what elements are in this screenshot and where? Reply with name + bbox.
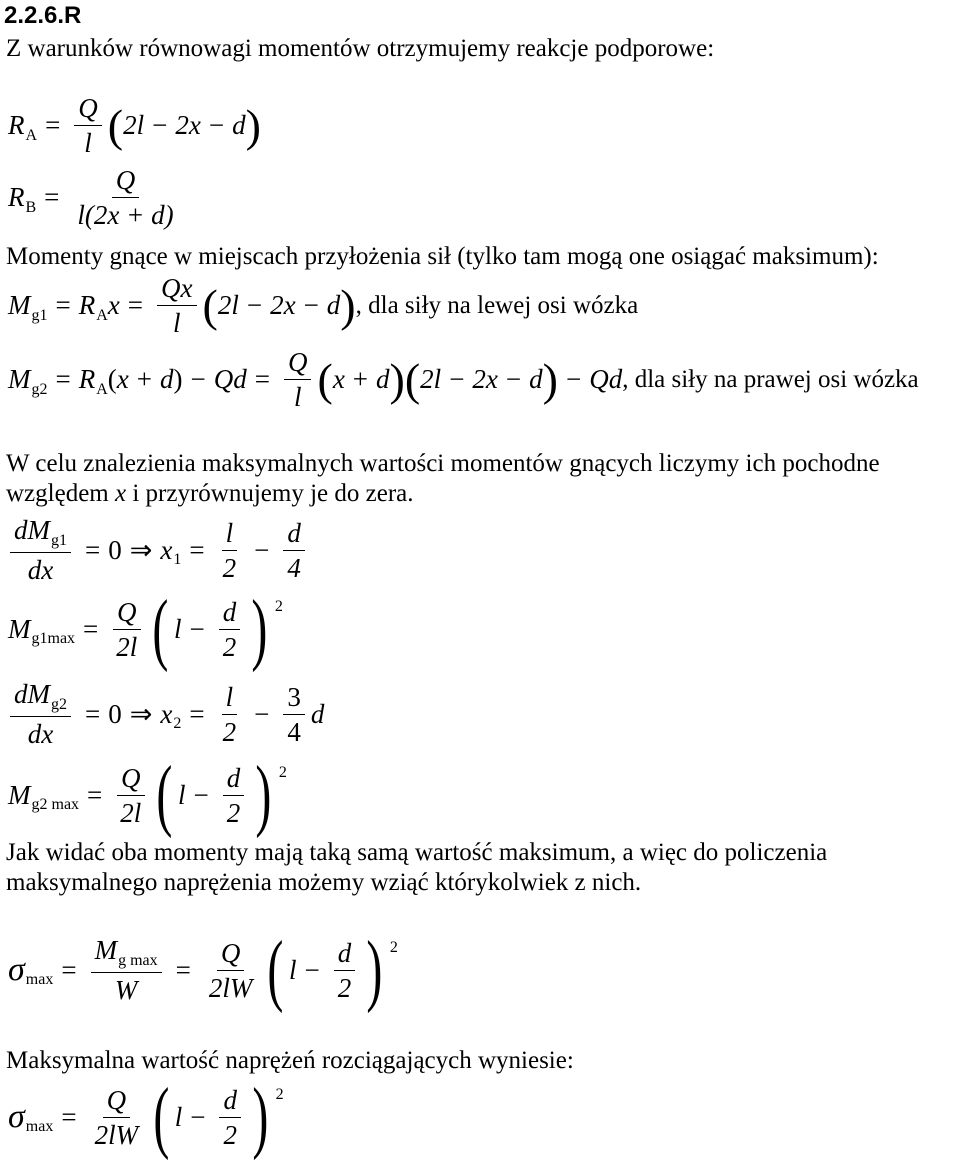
equation-moment-1: M g1 = R A x = $\frac{Qx}{l}$ ( 2l − 2x − d ) , dla siły na lewej osi wózka	[8, 273, 639, 338]
intro-paragraph: Z warunków równowagi momentów otrzymujemy reakcje podporowe:	[6, 35, 715, 62]
equation-stress-general: σ max = $\frac{M_{g max}}{W}$ = $\frac{Q}{2lW}$ ( l − $\frac{d}{2}$ ) 2	[8, 926, 398, 1014]
equation-stress-final: σ max = $\frac{Q}{2lW}$ ( l − $\frac{d}{2}$ ) 2	[8, 1073, 284, 1161]
final-paragraph: Maksymalna wartość naprężeń rozciągających wyniesie:	[6, 1047, 574, 1074]
section-heading: 2.2.6.R	[4, 2, 82, 29]
equation-reaction-b: R B = $\frac{Q}{l(2x + d)}$	[8, 165, 174, 230]
conclusion-paragraph-line2: maksymalnego naprężenia możemy wziąć którykolwiek z nich.	[6, 869, 642, 896]
equation-reaction-a: R A = $\frac{Q}{l}$ ( 2l − 2x − d )	[8, 93, 261, 158]
conclusion-paragraph-line1: Jak widać oba momenty mają taką samą wartość maksimum, a więc do policzenia	[6, 839, 828, 866]
equation-max-moment-1: M g1max = $\frac{Q}{2l}$ ( l − $\frac{d}{2}$ ) 2	[8, 585, 283, 673]
extrema-paragraph-line1: W celu znalezienia maksymalnych wartości momentów gnących liczymy ich pochodne	[6, 450, 880, 477]
equation-max-moment-2: M g2 max = $\frac{Q}{2l}$ ( l − $\frac{d}{2}$ ) 2	[8, 751, 287, 839]
equation-derivative-1: $\frac{dM_{g1}}{dx}$ = 0 ⇒ x 1 = $\frac{l}{2}$ − $\frac{d}{4}$	[4, 514, 311, 586]
equation-derivative-2: $\frac{dM_{g2}}{dx}$ = 0 ⇒ x 2 = $\frac{l}{2}$ − $\frac{3}{4}$ d	[4, 678, 324, 750]
note-right-axle: , dla siły na prawej osi wózka	[622, 365, 919, 393]
moments-paragraph: Momenty gnące w miejscach przyłożenia sił (tylko tam mogą one osiągać maksimum):	[6, 243, 879, 270]
equation-moment-2: M g2 = R A ( x + d ) − Qd = $\frac{Q}{l}$ ( x + d )( 2l − 2x − d ) − Qd , dla siły na prawej osi wózka	[8, 347, 919, 412]
extrema-paragraph-line2: względem x i przyrównujemy je do zera.	[6, 480, 414, 507]
note-left-axle: , dla siły na lewej osi wózka	[355, 291, 639, 319]
